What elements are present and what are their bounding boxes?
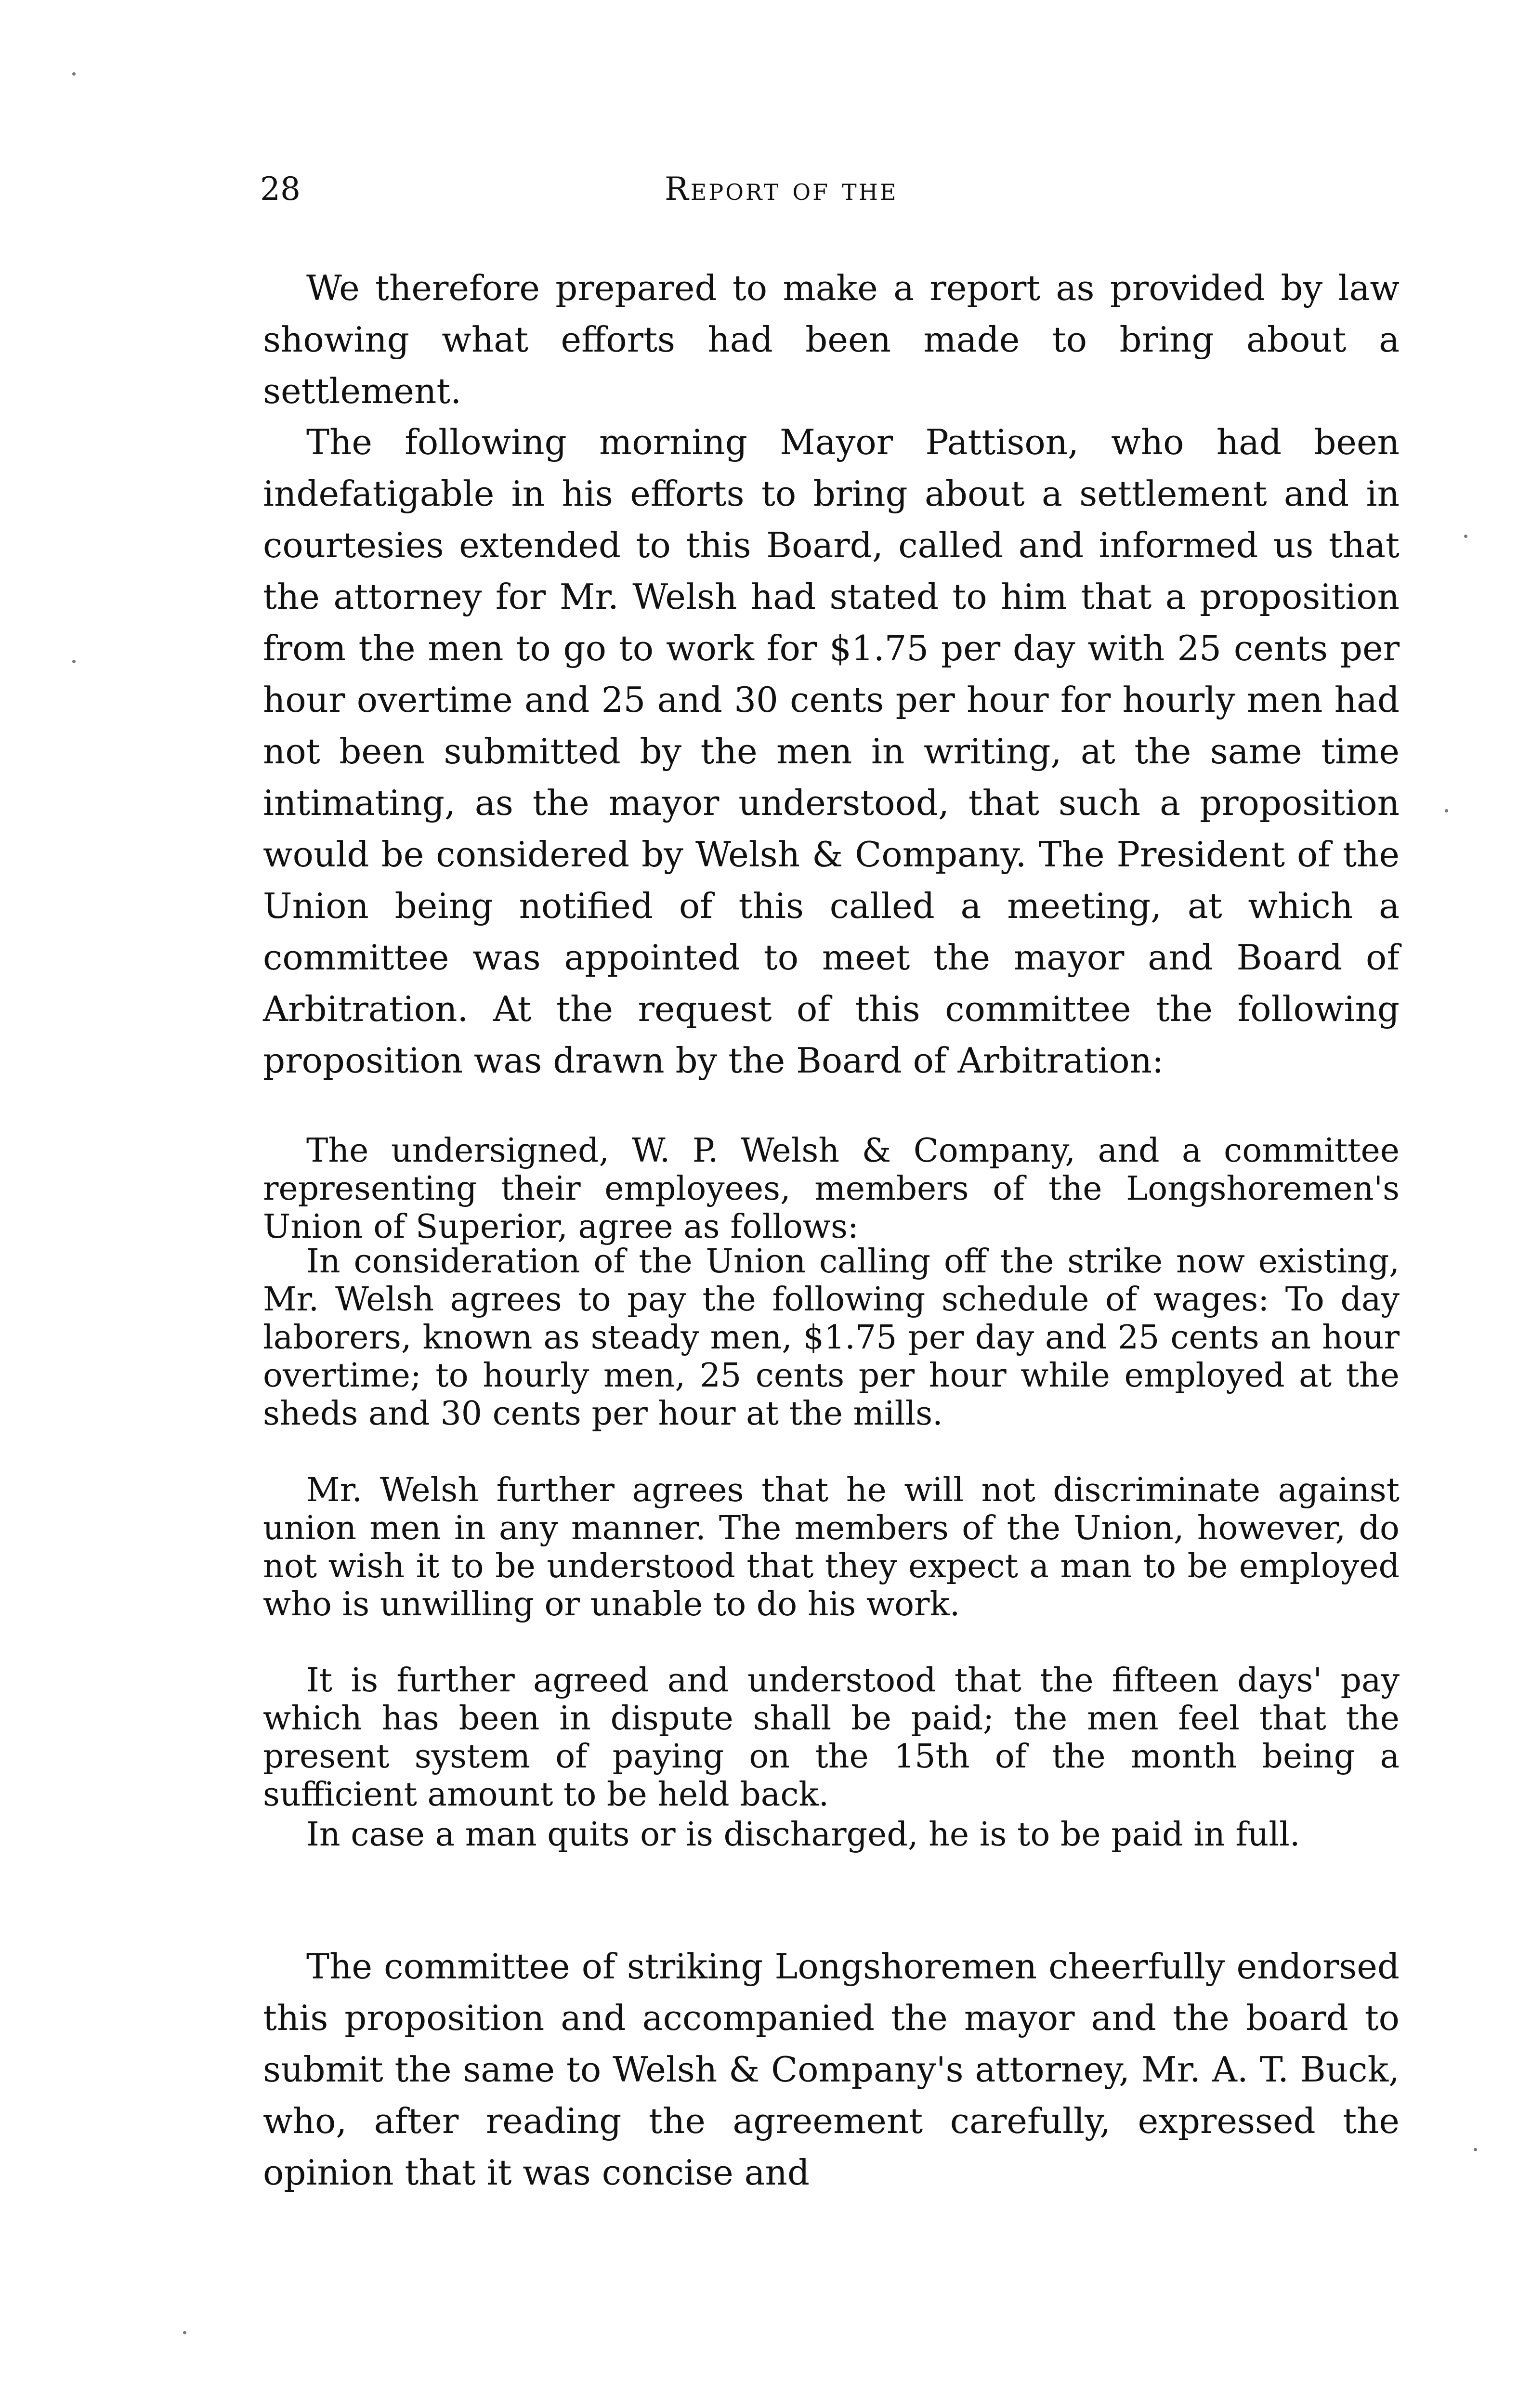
- agreement-paragraph: In consideration of the Union calling off the strike now existing, Mr. Welsh agrees to pay the following schedule of wages: To day laborers, known as steady men, $1.75 per day and 25 cents an hour overtime; to hourly men, 25 cents per hour while employed at the sheds and 30 cents per hour at the mills.: [263, 1243, 1400, 1433]
- paper-speck: [1474, 2148, 1477, 2151]
- agreement-paragraph: The undersigned, W. P. Welsh & Company, and a committee representing their employees, members of the Longshoremen's Union of Superior, agree as follows:: [263, 1132, 1400, 1246]
- paper-speck: [1445, 809, 1448, 812]
- paper-speck: [1464, 535, 1467, 538]
- agreement-paragraph: It is further agreed and understood that the fifteen days' pay which has been in dispute shall be paid; the men feel that the present system of paying on the 15th of the month being a sufficient amount to be held back.: [263, 1662, 1400, 1814]
- agreement-paragraph: Mr. Welsh further agrees that he will not discriminate against union men in any manner. The members of the Union, however, do not wish it to be understood that they expect a man to be employed who is unwilling or unable to do his work.: [263, 1471, 1400, 1623]
- agreement-paragraph: In case a man quits or is discharged, he is to be paid in full.: [306, 1816, 1300, 1854]
- running-head: Report of the: [665, 170, 898, 208]
- closing-paragraph: The committee of striking Longshoremen cheerfully endorsed this proposition and accompanied the mayor and the board to submit the same to Welsh & Company's attorney, Mr. A. T. Buck, who, after reading the agreement carefully, expressed the opinion that it was concise and: [263, 1946, 1400, 2193]
- paper-speck: [72, 660, 76, 663]
- body-paragraph: The following morning Mayor Pattison, who had been indefatigable in his efforts to bring about a settlement and in courtesies extended to this Board, called and informed us that the attorney for Mr. Welsh had stated to him that a proposition from the men to go to work for $1.75 per day with 25 cents per hour overtime and 25 and 30 cents per hour for hourly men had not been submitted by the men in writing, at the same time intimating, as the mayor understood, that such a proposition would be considered by Welsh & Company. The President of the Union being notified of this called a meeting, at which a committee was appointed to meet the mayor and Board of Arbitration. At the request of this committee the following proposition was drawn by the Board of Arbitration:: [263, 422, 1400, 1081]
- body-paragraph: We therefore prepared to make a report as provided by law showing what efforts had been made to bring about a settlement.: [263, 268, 1400, 411]
- page-number: 28: [260, 170, 301, 208]
- paper-speck: [72, 72, 76, 76]
- paper-speck: [183, 2331, 186, 2334]
